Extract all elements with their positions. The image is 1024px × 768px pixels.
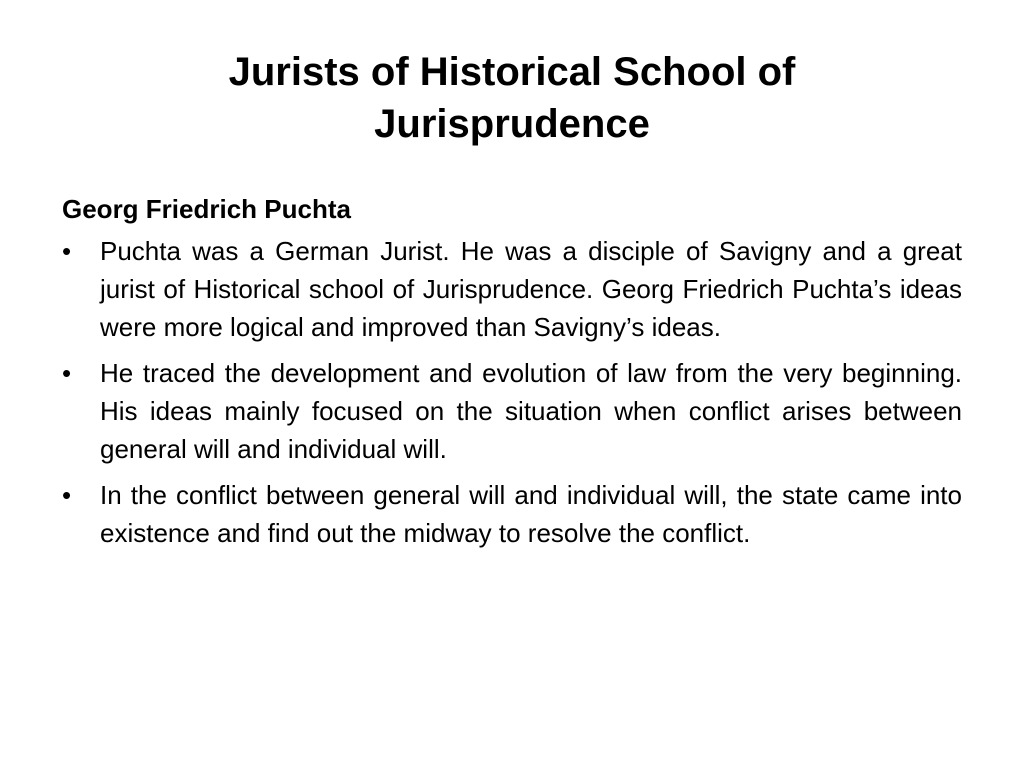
bullet-icon: •	[62, 480, 72, 510]
bullet-text: In the conflict between general will and individual will, the state came into existence and find out the midway to resolve the conflict.	[100, 480, 962, 548]
bullet-item	[62, 476, 962, 552]
bullet-text: Puchta was a German Jurist. He was a disciple of Savigny and a great jurist of Historical school of Jurisprudence. Georg Friedrich Puchta’s ideas were more logical and improved than Savigny’s ideas.	[100, 236, 962, 342]
bullet-list	[62, 232, 962, 552]
bullet-item	[62, 232, 962, 346]
bullet-icon: •	[62, 358, 72, 388]
subheading: Georg Friedrich Puchta	[62, 194, 351, 224]
bullet-icon: •	[62, 236, 72, 266]
bullet-text: He traced the development and evolution of law from the very beginning. His ideas mainly focused on the situation when conflict arises between general will and individual will.	[100, 358, 962, 464]
bullet-item	[62, 354, 962, 468]
slide-title: Jurists of Historical School of Jurisprudence	[228, 50, 796, 146]
slide-body	[62, 190, 962, 560]
